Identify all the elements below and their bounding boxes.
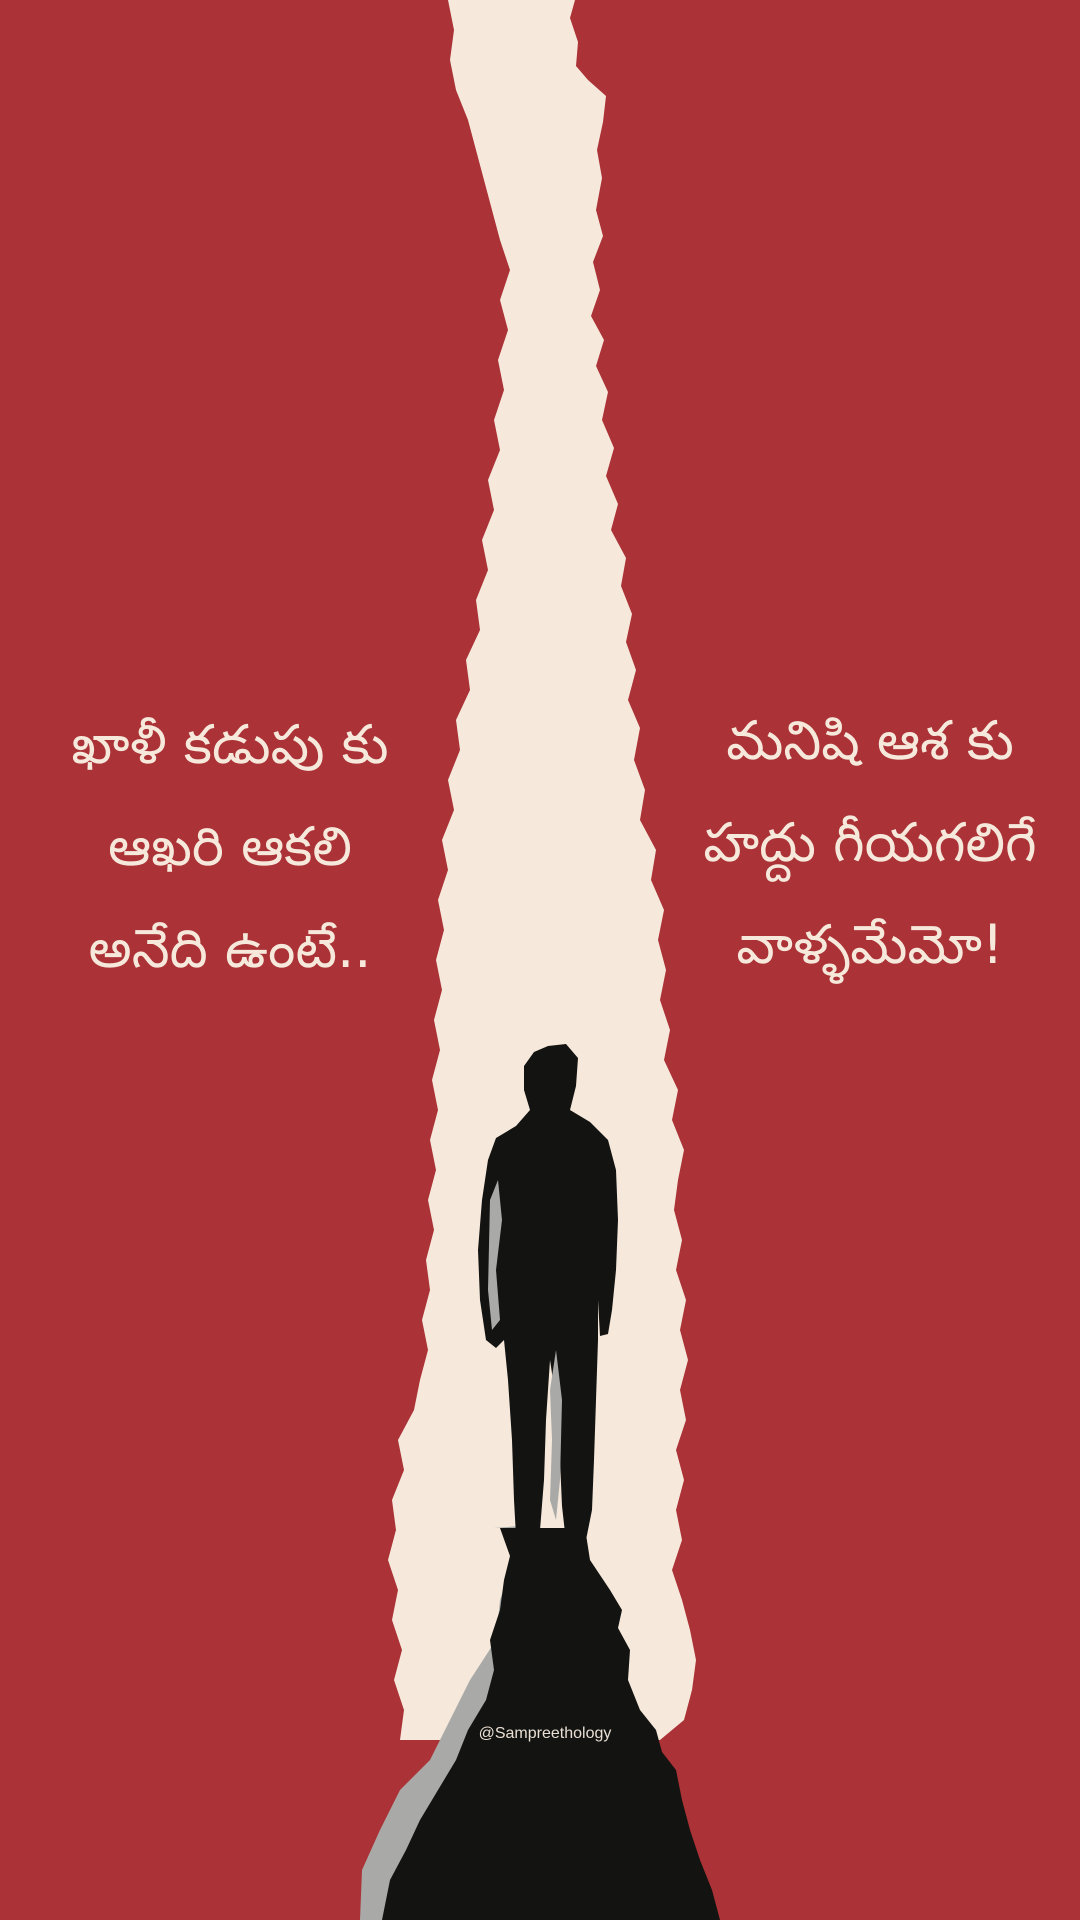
- right-telugu-quote: [660, 690, 1080, 996]
- author-handle: @Sampreethology: [478, 1725, 612, 1742]
- left-quote-line-3: అనేది ఉంటే..: [88, 917, 372, 980]
- right-quote-line-1: మనిషి ఆశ కు: [726, 709, 1014, 772]
- left-quote-line-1: ఖాళీ కడుపు కు: [71, 713, 389, 776]
- right-quote-line-3: వాళ్ళమేమో!: [736, 913, 1004, 976]
- right-quote-line-2: హద్దు గీయగలిగే: [703, 811, 1037, 874]
- left-quote-line-2: ఆఖరి ఆకలి: [108, 815, 352, 878]
- left-telugu-quote: [20, 694, 440, 1000]
